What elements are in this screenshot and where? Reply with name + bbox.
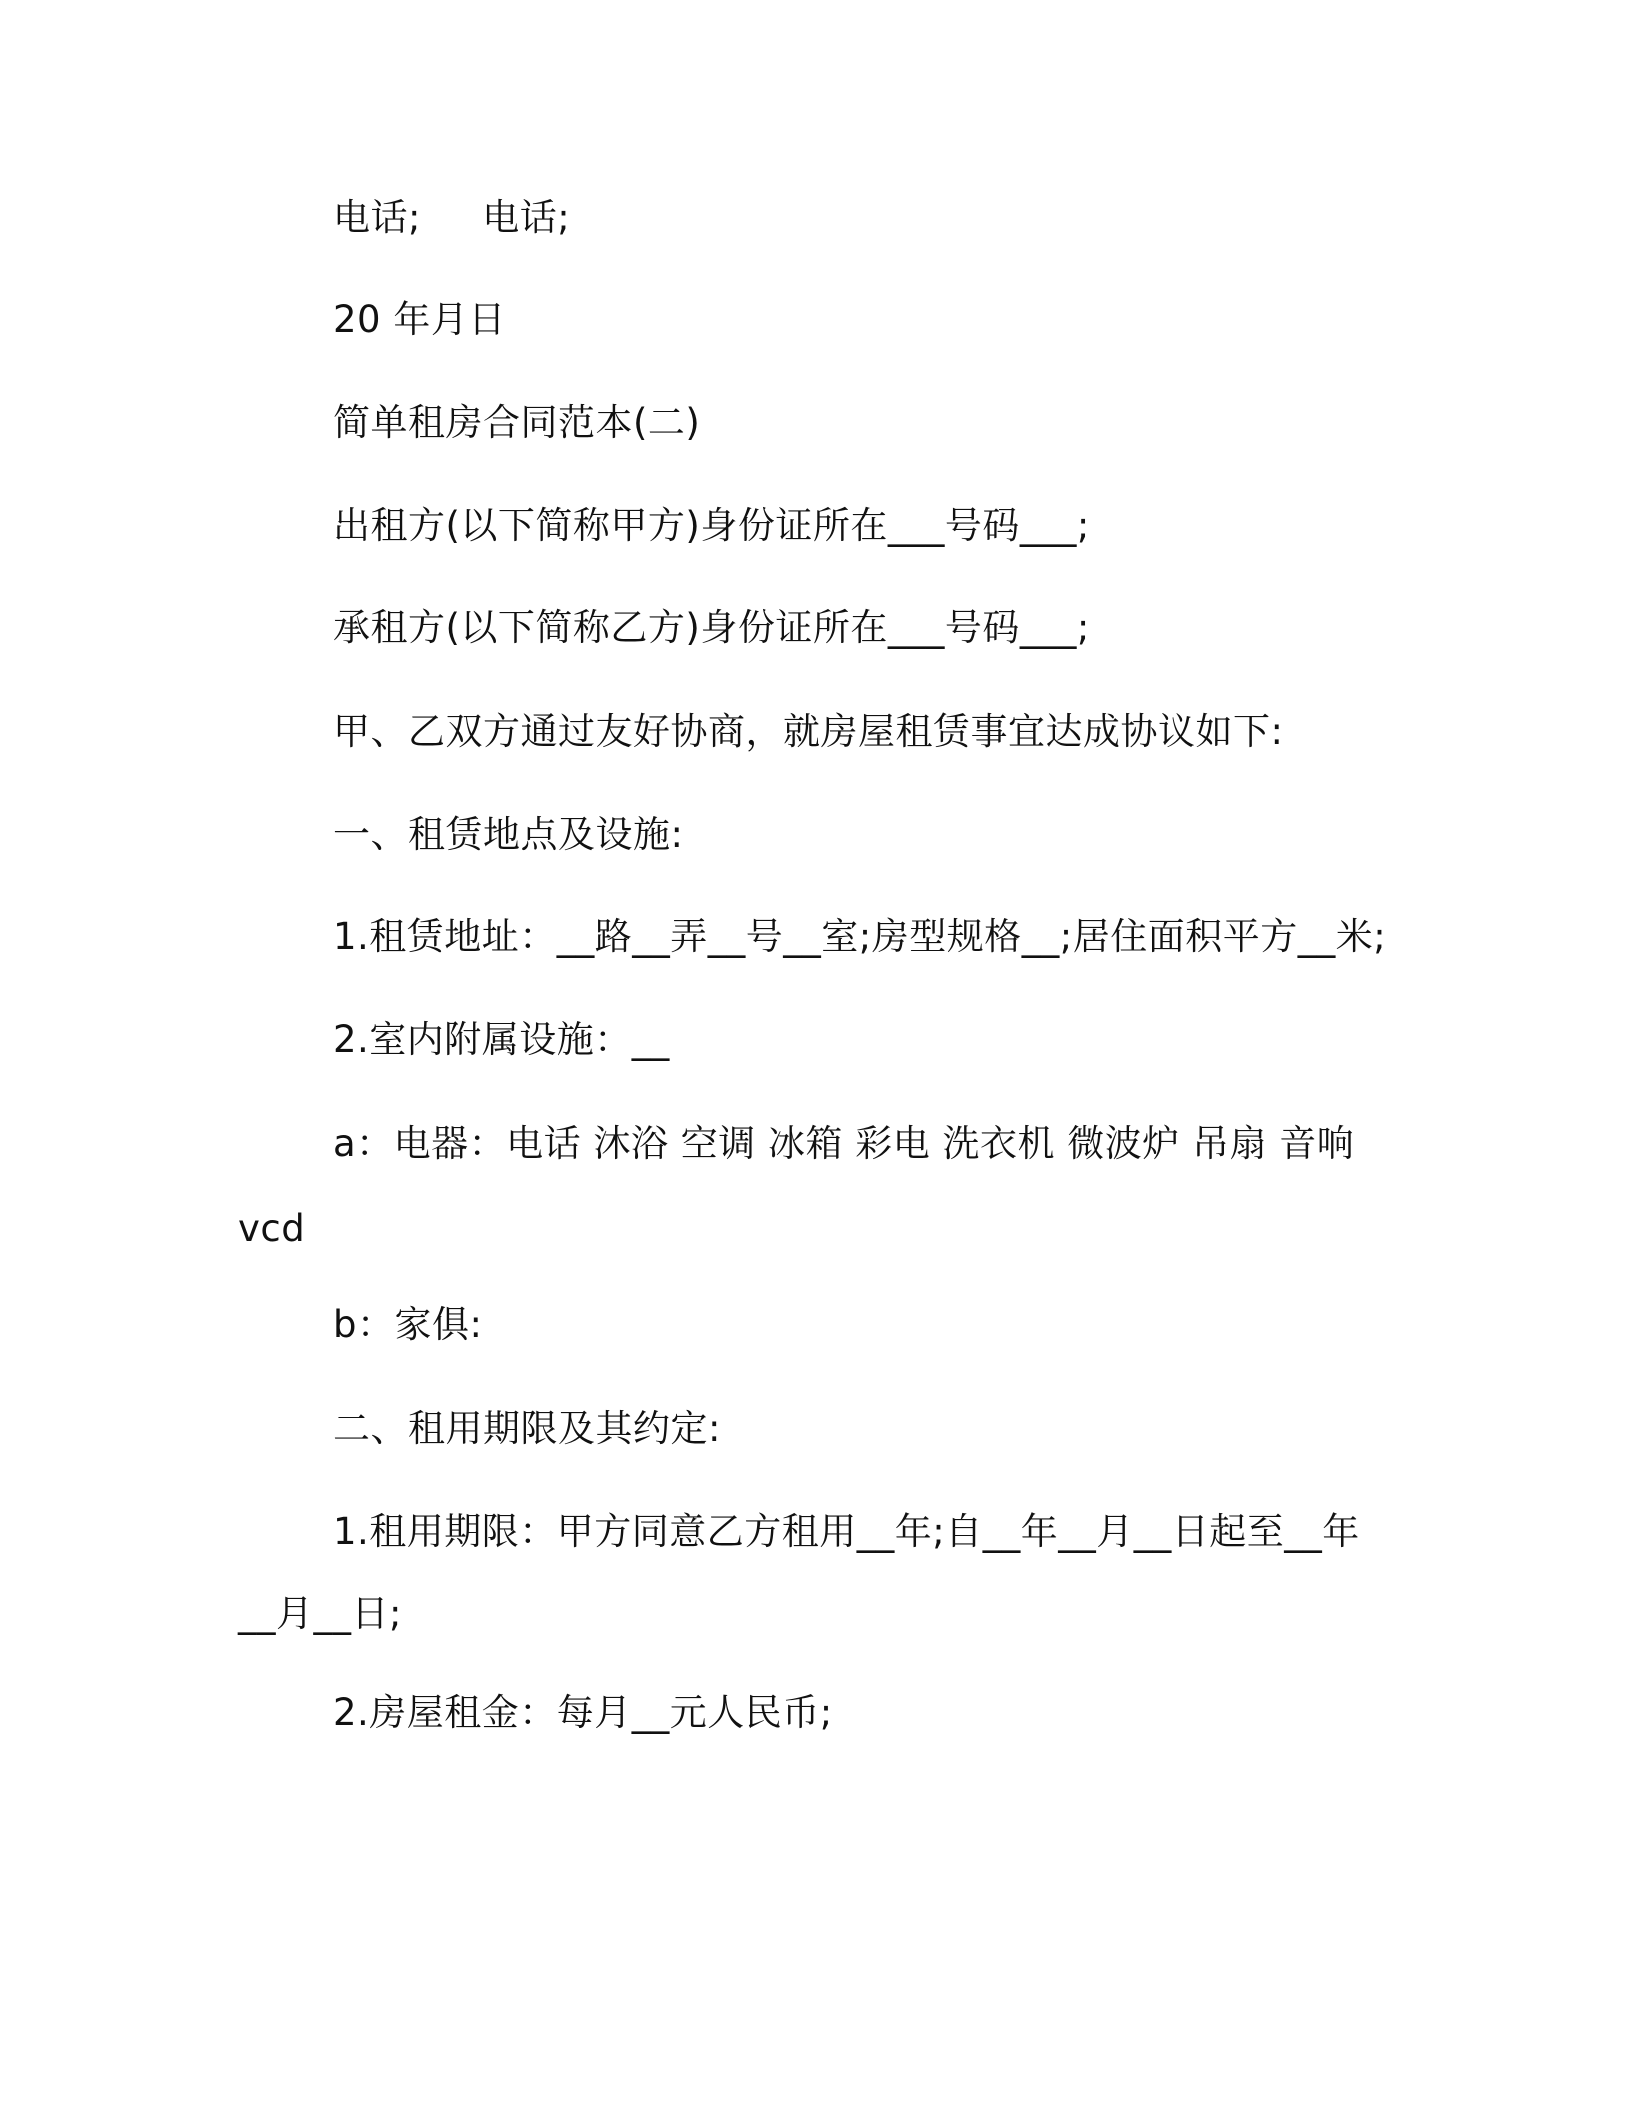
- agreement-intro: 甲、乙双方通过友好协商，就房屋租赁事宜达成协议如下:: [333, 710, 1284, 753]
- clause-2-1-cont: __月__日;: [238, 1592, 402, 1635]
- furniture-line: b：家俱:: [333, 1303, 483, 1346]
- clause-1-1: 1.租赁地址：__路__弄__号__室;房型规格__;居住面积平方__米;: [333, 915, 1387, 958]
- appliances-line: a：电器：电话 沐浴 空调 冰箱 彩电 洗衣机 微波炉 吊扇 音响: [333, 1122, 1355, 1165]
- section-title: 简单租房合同范本(二): [333, 401, 701, 444]
- phone-line: 电话; 电话;: [333, 196, 571, 239]
- clause-2-1: 1.租用期限：甲方同意乙方租用__年;自__年__月__日起至__年: [333, 1510, 1360, 1553]
- clause-heading-2: 二、租用期限及其约定:: [333, 1407, 721, 1450]
- lessor-line: 出租方(以下简称甲方)身份证所在___号码___;: [333, 504, 1090, 547]
- appliances-line-cont: vcd: [238, 1207, 306, 1250]
- lessee-line: 承租方(以下简称乙方)身份证所在___号码___;: [333, 606, 1090, 649]
- clause-1-2: 2.室内附属设施：__: [333, 1018, 670, 1061]
- clause-2-2: 2.房屋租金：每月__元人民币;: [333, 1691, 833, 1734]
- date-line: 20 年月日: [333, 298, 506, 341]
- clause-heading-1: 一、租赁地点及设施:: [333, 813, 684, 856]
